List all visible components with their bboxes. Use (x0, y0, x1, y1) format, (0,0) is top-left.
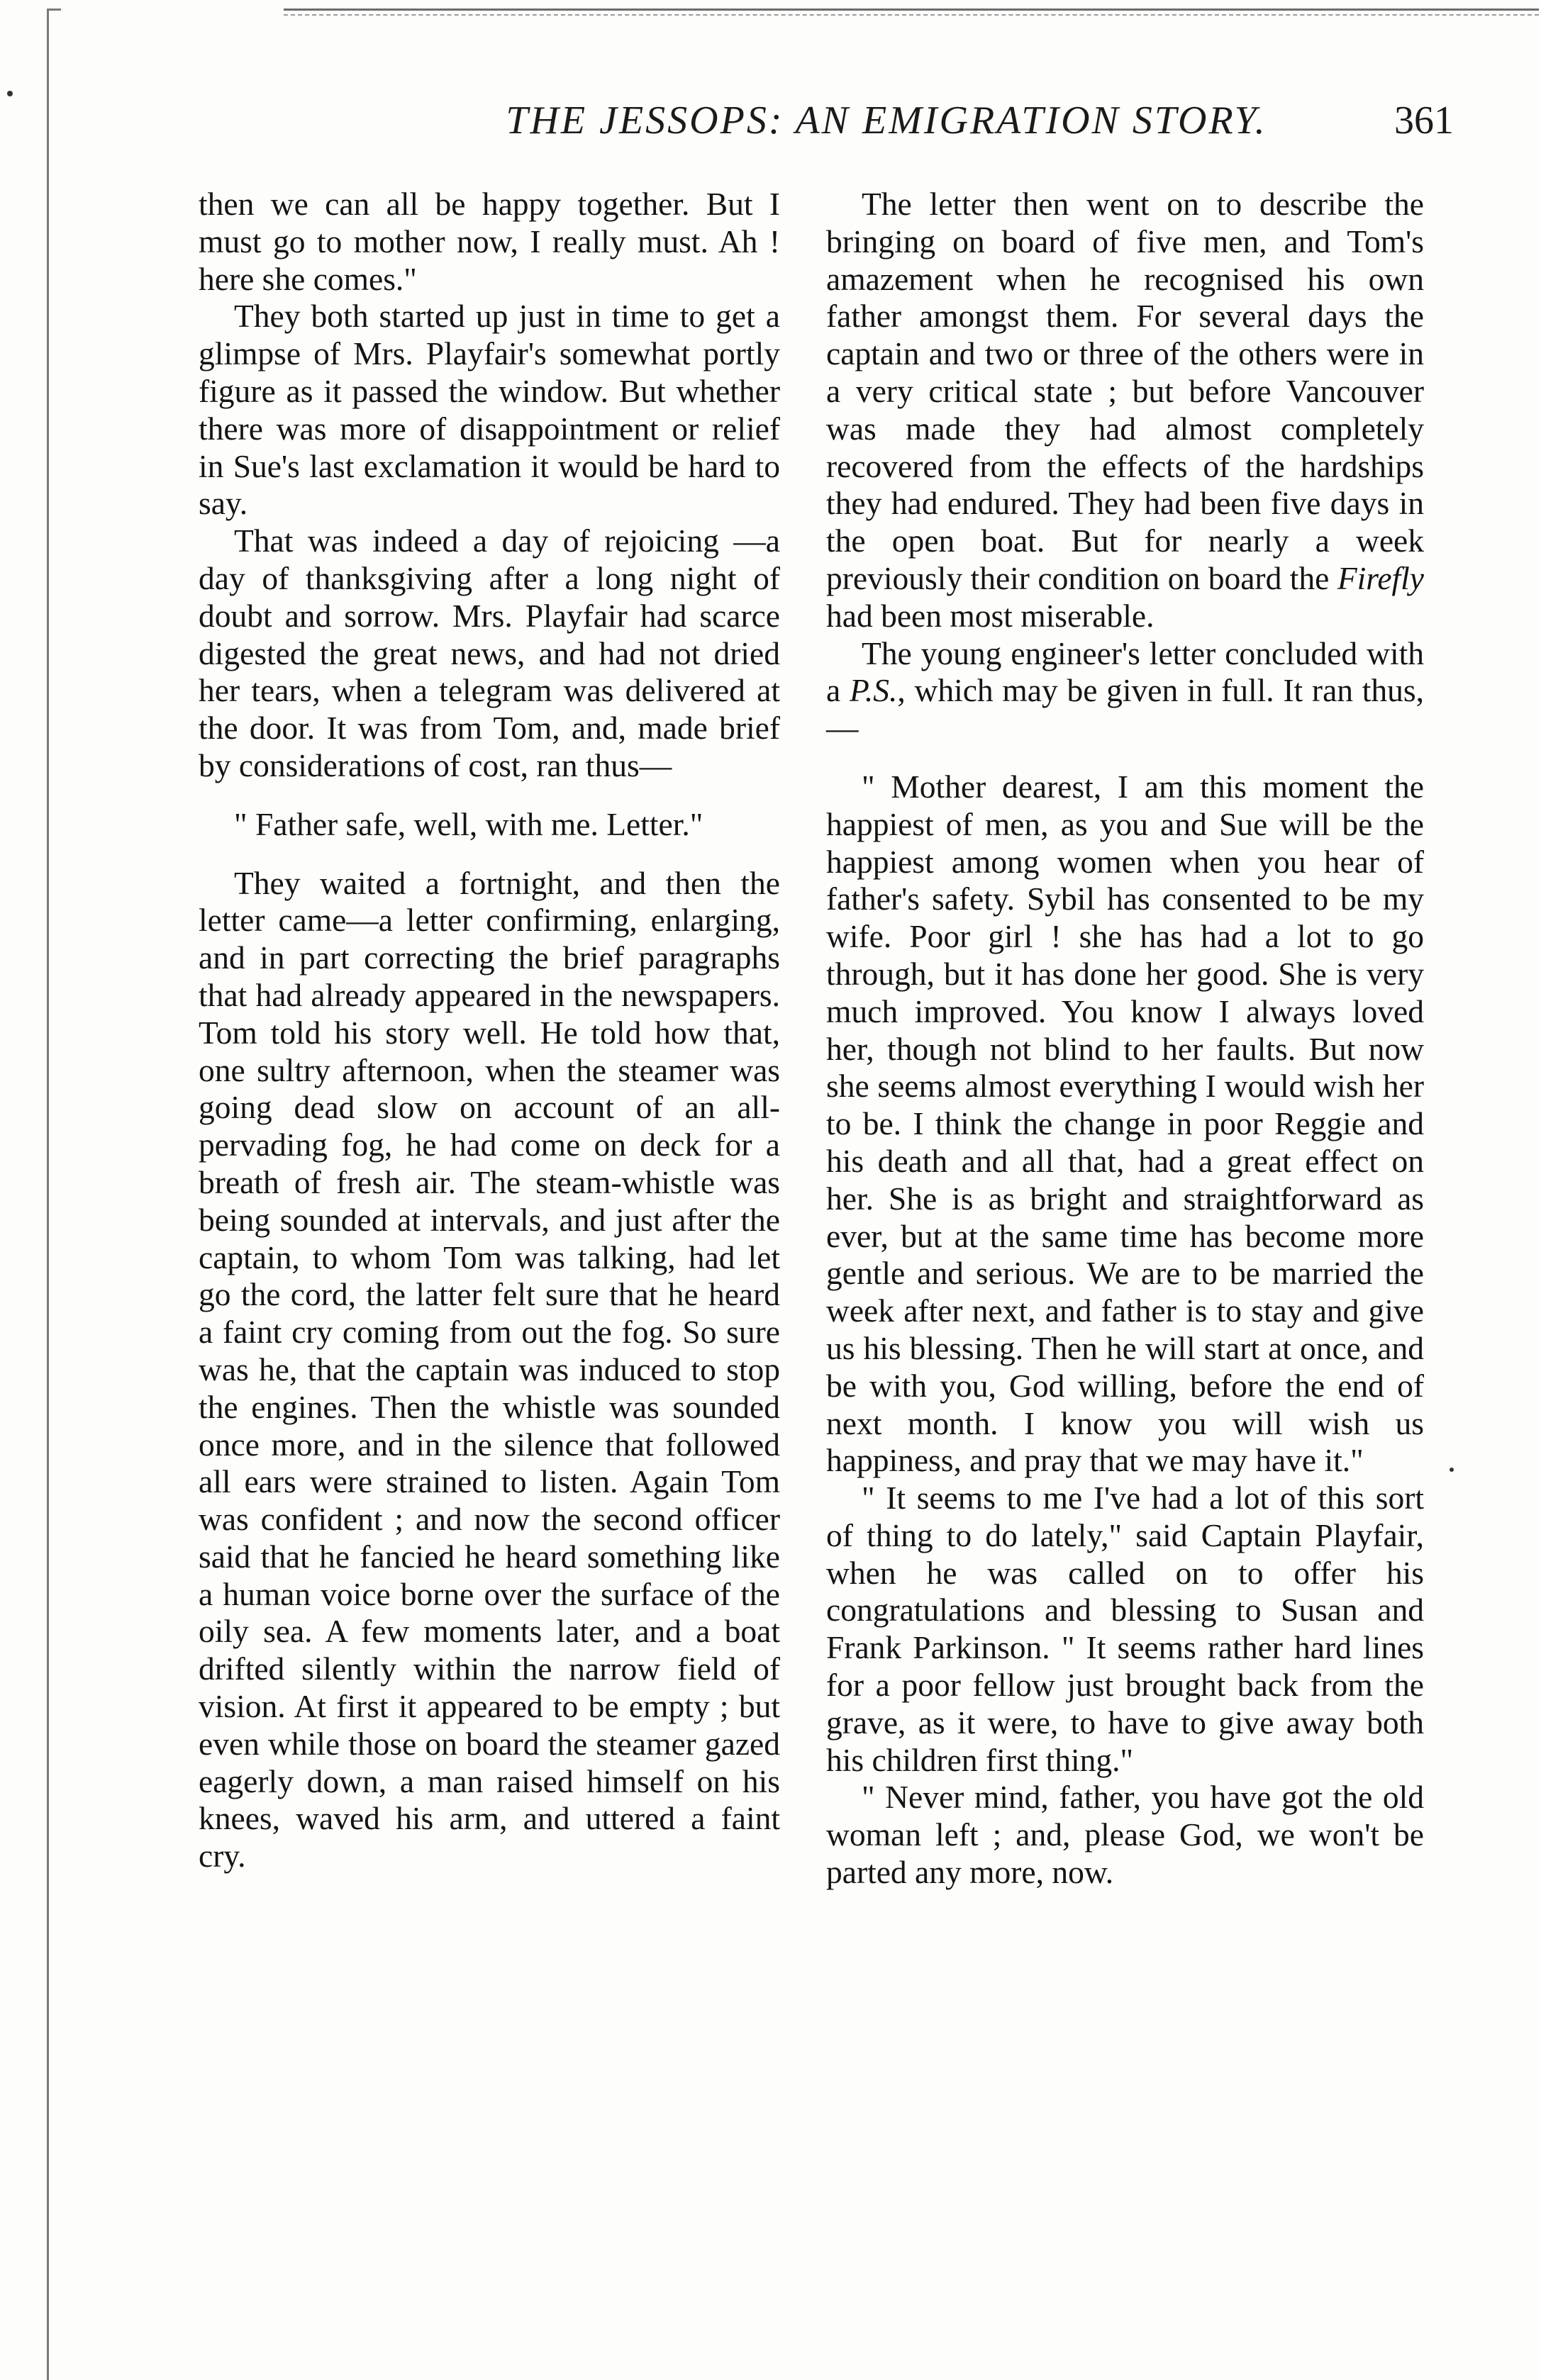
binding-corner-mark (47, 9, 61, 11)
paragraph: They both started up just in time to get a glimpse of Mrs. Playfair's somewhat portly figure as it passed the window. But whether there was more of disappointment or relief in Sue's last exclamation it would be hard to say. (199, 298, 780, 522)
page-number: 361 (1394, 99, 1454, 143)
paragraph-text: , which may be given in full. It ran thus,— (826, 672, 1424, 747)
page-binding-edge (47, 9, 49, 2380)
paragraph (826, 186, 1424, 635)
paragraph: then we can all be happy together. But I must go to mother now, I really must. Ah ! here she comes." (199, 186, 780, 297)
paragraph-text: The letter then went on to describe the bringing on board of five men, and Tom's amazement when he recognised his own father amongst them. For several days the captain and two or three of the others were in a very critical state ; but before Vancouver was made they had almost completely recovered from the effects of the hardships they had endured. They had been five days in the open boat. But for nearly a week previously their condition on board the (826, 186, 1424, 596)
paragraph: They waited a fortnight, and then the letter came—a letter confirming, enlarging, and in part correcting the brief paragraphs that had already appeared in the newspapers. Tom told his story well. He told how that, one sultry afternoon, when the steamer was going dead slow on account of an all-pervading fog, he had come on deck for a breath of fresh air. The steam-whistle was being sounded at intervals, and just after the captain, to whom Tom was talking, had let go the cord, the latter felt sure that he heard a faint cry coming from out the fog. So sure was he, that the captain was induced to stop the engines. Then the whistle was sounded once more, and in the silence that followed all ears were strained to listen. Again Tom was confident ; and now the second officer said that he fancied he heard something like a human voice borne over the surface of the oily sea. A few moments later, and a boat drifted silently within the narrow field of vision. At first it appeared to be empty ; but even while those on board the steamer gazed eagerly down, a man raised himself on his knees, waved his arm, and uttered a faint cry. (199, 864, 780, 1875)
paragraph: That was indeed a day of rejoicing —a day of thanksgiving after a long night of doubt and sorrow. Mrs. Playfair had scarce digested the great news, and had not dried her tears, when a telegram was delivered at the door. It was from Tom, and, made brief by considerations of cost, ran thus— (199, 523, 780, 783)
top-border-rule (284, 9, 1539, 11)
ink-speck (7, 91, 13, 96)
telegram-quote: " Father safe, well, with me. Letter." (234, 805, 703, 842)
ship-name: Firefly (1337, 559, 1425, 596)
postscript-abbrev: P.S. (849, 672, 898, 709)
top-border-rule-faint (284, 14, 1539, 16)
right-text-column (826, 186, 1424, 1892)
paragraph (826, 635, 1424, 747)
paragraph: " It seems to me I've had a lot of this sort of thing to do lately," said Captain Playfair, when he was called on to offer his congratulations and blessing to Susan and Frank Parkinson. " It seems rather hard lines for a poor fellow just brought back from the grave, as it were, to have to give away both his children first thing." (826, 1480, 1424, 1778)
letter-quote: " Mother dearest, I am this moment the happiest of men, as you and Sue will be the happiest among women when you hear of father's safety. Sybil has consented to be my wife. Poor girl ! she has had a lot to go through, but it has done her good. She is very much improved. You know I always loved her, though not blind to her faults. But now she seems almost everything I would wish her to be. I think the change in poor Reggie and his death and all that, had a great effect on her. She is as bright and straightforward as ever, but at the same time has become more gentle and serious. We are to be married the week after next, and father is to stay and give us his blessing. Then he will start at once, and be with you, God willing, before the end of next month. I know you will wish us happiness, and pray that we may have it." (826, 768, 1424, 1479)
ink-speck (1450, 1468, 1454, 1472)
running-head-title: THE JESSOPS: AN EMIGRATION STORY. (506, 99, 1267, 143)
paragraph-text: The young engineer's letter concluded with a (826, 635, 1424, 709)
left-text-column (199, 186, 780, 1875)
paragraph-text: had been most miserable. (826, 597, 1155, 634)
paragraph: " Never mind, father, you have got the old woman left ; and, please God, we won't be parted any more, now. (826, 1779, 1424, 1891)
